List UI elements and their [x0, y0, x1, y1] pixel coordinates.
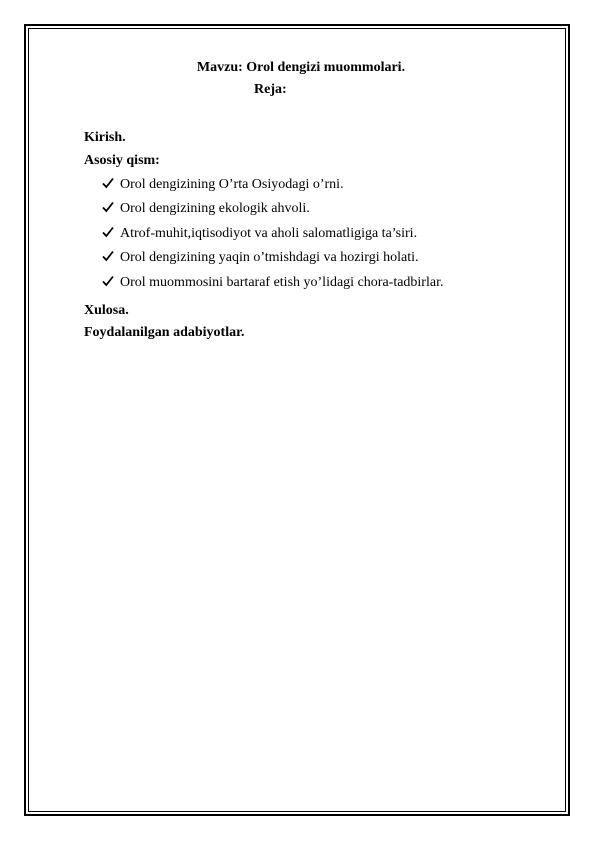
list-item-text: Orol dengizining ekologik ahvoli. — [120, 201, 310, 217]
section-conclusion: Xulosa. — [84, 303, 129, 318]
main-section-list — [102, 173, 443, 295]
section-references: Foydalanilgan adabiyotlar. — [84, 325, 245, 340]
checkmark-icon — [102, 226, 114, 238]
section-main: Asosiy qism: — [84, 153, 160, 168]
list-item — [102, 197, 443, 221]
checkmark-icon — [102, 250, 114, 262]
document-title: Mavzu: Orol dengizi muommolari. — [196, 60, 406, 75]
list-item-text: Orol dengizining yaqin o’tmishdagi va hozirgi holati. — [120, 250, 419, 266]
list-item-text: Orol muommosini bartaraf etish yo’lidagi chora-tadbirlar. — [120, 274, 444, 290]
checkmark-icon — [102, 275, 114, 287]
checkmark-icon — [102, 177, 114, 189]
list-item — [102, 222, 443, 246]
list-item — [102, 246, 443, 270]
list-item-text: Atrof-muhit,iqtisodiyot va aholi salomatligiga ta’siri. — [120, 225, 418, 241]
checkmark-icon — [102, 201, 114, 213]
list-item — [102, 271, 443, 295]
list-item — [102, 173, 443, 197]
section-intro: Kirish. — [84, 130, 126, 145]
plan-heading: Reja: — [254, 82, 287, 97]
list-item-text: Orol dengizining O’rta Osiyodagi o’rni. — [120, 177, 344, 192]
